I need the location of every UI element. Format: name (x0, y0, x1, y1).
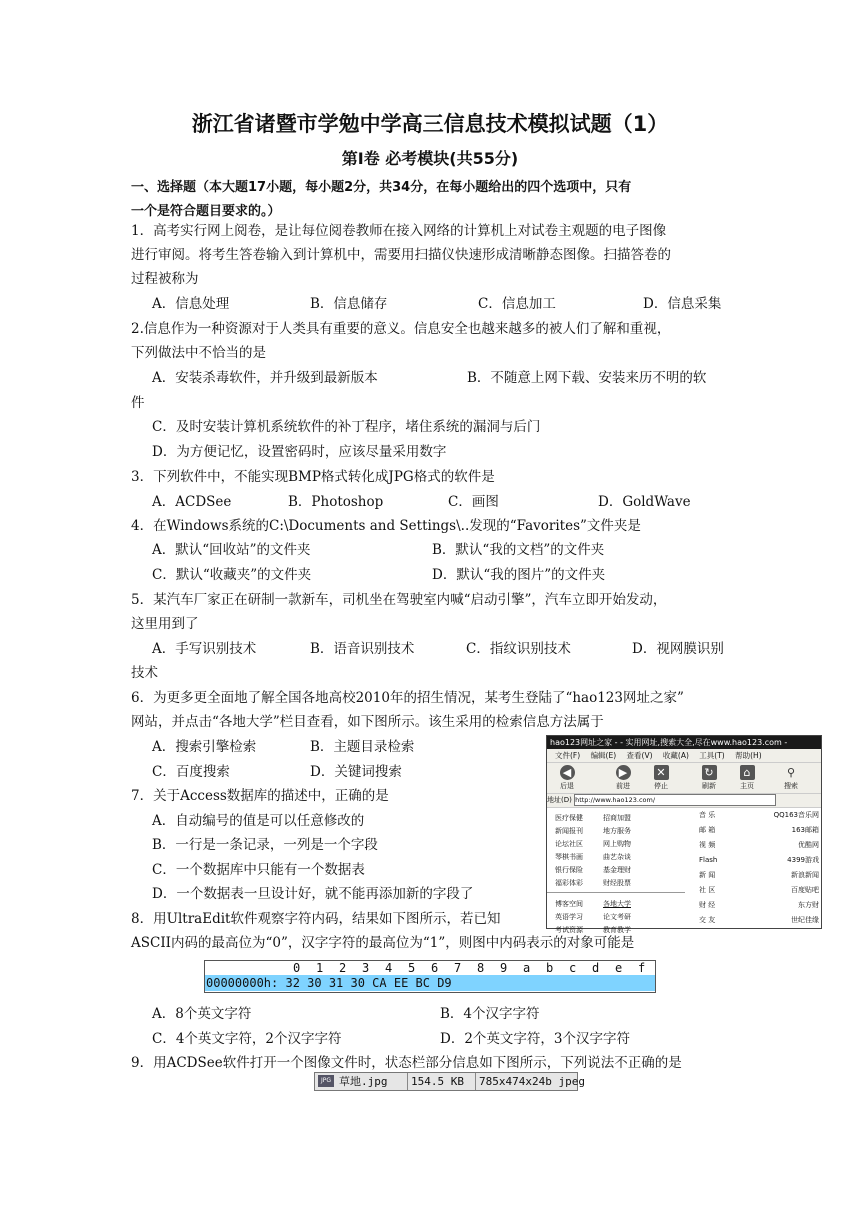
hex-column-header (205, 961, 655, 975)
q9-line1: 9．用ACDSee软件打开一个图像文件时，状态栏部分信息如下图所示，下列说法不正确的是 (131, 1055, 682, 1071)
link-item[interactable]: 世纪佳缘 (791, 916, 819, 924)
home-label: 主页 (740, 782, 754, 790)
back-button[interactable] (553, 765, 581, 791)
link-item-universities[interactable]: 各地大学 (603, 900, 631, 908)
link-item[interactable]: 地方服务 (603, 827, 631, 835)
q7-option-d: D．一个数据表一旦设计好，就不能再添加新的字段了 (152, 886, 474, 902)
address-bar (547, 794, 821, 808)
link-item[interactable]: 交 友 (699, 916, 716, 924)
address-input[interactable] (574, 794, 776, 806)
q4-option-b: B．默认“我的文档”的文件夹 (432, 542, 605, 558)
q2-option-b: B．不随意上网下载、安装来历不明的软 (467, 370, 707, 386)
link-item[interactable]: 新 闻 (699, 871, 716, 879)
hex-col: a (523, 961, 531, 975)
site-category-column (699, 808, 717, 928)
refresh-icon: ↻ (702, 765, 717, 780)
hex-col: 0 (293, 961, 301, 975)
link-item[interactable]: 考试资源 (555, 926, 583, 934)
q7-option-a: A．自动编号的值是可以任意修改的 (152, 813, 365, 829)
forward-label: 前进 (616, 782, 630, 790)
forward-button[interactable] (609, 765, 637, 791)
q5-line1: 5．某汽车厂家正在研制一款新车，司机坐在驾驶室内喊“启动引擎”，汽车立即开始发动， (131, 592, 667, 608)
hex-col: d (592, 961, 600, 975)
ultraedit-hex-view (204, 960, 656, 993)
menu-edit[interactable]: 编辑(E) (590, 751, 617, 760)
q1-line1: 1．高考实行网上阅卷，是让每位阅卷教师在接入网络的计算机上对试卷主观题的电子图像 (131, 223, 667, 239)
link-item[interactable]: 招商加盟 (603, 814, 631, 822)
q3-option-c: C．画图 (448, 494, 499, 510)
status-filesize: 154.5 KB (407, 1073, 464, 1090)
link-item[interactable]: 英语学习 (555, 913, 583, 921)
q2-option-b-cont: 件 (131, 395, 145, 411)
link-item[interactable]: 博客空间 (555, 900, 583, 908)
link-item[interactable]: 优酷网 (798, 841, 819, 849)
q6-option-d: D．关键词搜索 (310, 764, 402, 780)
q8-option-d: D．2个英文字符，3个汉字字符 (440, 1031, 631, 1047)
hex-data-row: 00000000h: 32 30 31 30 CA EE BC D9 (205, 975, 655, 991)
q8-line1: 8．用UltraEdit软件观察字符内码，结果如下图所示，若已知 (131, 911, 501, 927)
link-item[interactable]: 银行保险 (555, 866, 583, 874)
search-button[interactable] (777, 765, 805, 791)
link-item[interactable]: 163邮箱 (791, 826, 819, 834)
forward-arrow-icon: ▶ (616, 765, 631, 780)
menu-help[interactable]: 帮助(H) (735, 751, 762, 760)
hex-col: 1 (316, 961, 324, 975)
category-column-1 (555, 812, 583, 890)
link-item[interactable]: 论坛社区 (555, 840, 583, 848)
menu-file[interactable]: 文件(F) (555, 751, 581, 760)
q8-option-a: A．8个英文字符 (152, 1006, 252, 1022)
stop-label: 停止 (654, 782, 668, 790)
q5-option-d: D．视网膜识别 (632, 641, 724, 657)
hex-col: 5 (408, 961, 416, 975)
refresh-button[interactable] (695, 765, 723, 791)
hex-col: 7 (454, 961, 462, 975)
q1-option-b: B．信息储存 (310, 296, 388, 312)
address-label: 地址(D) (547, 796, 572, 804)
q4-option-c: C．默认“收藏夹”的文件夹 (152, 567, 312, 583)
url-text: http://www.hao123.com/ (575, 796, 656, 804)
q1-option-a: A．信息处理 (152, 296, 230, 312)
link-item[interactable]: 财经股票 (603, 879, 631, 887)
q2-option-d: D．为方便记忆，设置密码时，应该尽量采用数字 (152, 444, 447, 460)
link-item[interactable]: QQ163音乐网 (773, 811, 819, 819)
link-item[interactable]: 百度贴吧 (791, 886, 819, 894)
stop-button[interactable] (647, 765, 675, 791)
link-item[interactable]: 曲艺杂谈 (603, 853, 631, 861)
home-button[interactable] (733, 765, 761, 791)
link-item[interactable]: 基金理财 (603, 866, 631, 874)
q7-option-c: C．一个数据库中只能有一个数据表 (152, 862, 365, 878)
hex-col: 8 (477, 961, 485, 975)
q5-option-c: C．指纹识别技术 (466, 641, 571, 657)
category-column-1b (555, 898, 583, 937)
jpeg-file-icon: JPG (318, 1075, 334, 1087)
home-icon: ⌂ (740, 765, 755, 780)
back-label: 后退 (560, 782, 574, 790)
q5-line2: 这里用到了 (131, 616, 199, 632)
q6-option-c: C．百度搜索 (152, 764, 230, 780)
link-item[interactable]: 福彩体彩 (555, 879, 583, 887)
q2-line1: 2.信息作为一种资源对于人类具有重要的意义。信息安全也越来越多的被人们了解和重视， (131, 321, 671, 337)
site-link-column (761, 808, 819, 928)
hex-col: c (569, 961, 577, 975)
hex-col: 3 (362, 961, 370, 975)
link-item[interactable]: 琴棋书画 (555, 853, 583, 861)
page-title: 浙江省诸暨市学勉中学高三信息技术模拟试题（1） (191, 112, 669, 136)
q6-line1: 6．为更多更全面地了解全国各地高校2010年的招生情况，某考生登陆了“hao123网址之家” (131, 690, 684, 706)
q2-line2: 下列做法中不恰当的是 (131, 345, 266, 361)
link-item[interactable]: 医疗保健 (555, 814, 583, 822)
hex-col: b (546, 961, 554, 975)
q4-option-a: A．默认“回收站”的文件夹 (152, 542, 311, 558)
q3-line1: 3．下列软件中，不能实现BMP格式转化成JPG格式的软件是 (131, 469, 495, 485)
browser-content (547, 808, 821, 934)
link-item[interactable]: 社 区 (699, 886, 716, 894)
search-icon: ⚲ (786, 766, 796, 779)
acdsee-status-bar (314, 1072, 585, 1091)
q8-option-c: C．4个英文字符，2个汉字字符 (152, 1031, 342, 1047)
q5-option-b: B．语音识别技术 (310, 641, 415, 657)
menu-favorites[interactable]: 收藏(A) (662, 751, 689, 760)
browser-toolbar (547, 762, 821, 794)
browser-menu-bar (547, 749, 821, 762)
q7-option-b: B．一行是一条记录，一列是一个字段 (152, 837, 378, 853)
search-label: 搜索 (784, 782, 798, 790)
q1-option-c: C．信息加工 (478, 296, 556, 312)
q1-option-d: D．信息采集 (643, 296, 722, 312)
q5-option-a: A．手写识别技术 (152, 641, 257, 657)
hao123-browser-screenshot (546, 735, 822, 934)
q3-option-a: A．ACDSee (152, 494, 232, 510)
q2-option-c: C．及时安装计算机系统软件的补丁程序，堵住系统的漏洞与后门 (152, 419, 541, 435)
q4-option-d: D．默认“我的图片”的文件夹 (432, 567, 606, 583)
link-item[interactable]: 邮 箱 (699, 826, 716, 834)
link-item[interactable]: 教育教学 (603, 926, 631, 934)
link-item[interactable]: 新闻报刊 (555, 827, 583, 835)
q4-line1: 4．在Windows系统的C:\Documents and Settings\..发现的“Favorites”文件夹是 (131, 518, 641, 534)
q1-line2: 进行审阅。将考生答卷输入到计算机中，需要用扫描仪快速形成清晰静态图像。扫描答卷的 (131, 247, 671, 263)
q3-option-b: B．Photoshop (288, 494, 384, 510)
q3-option-d: D．GoldWave (598, 494, 691, 510)
q6-option-a: A．搜索引擎检索 (152, 739, 257, 755)
hex-col: 6 (431, 961, 439, 975)
q5-option-d-cont: 技术 (131, 665, 158, 681)
refresh-label: 刷新 (702, 782, 716, 790)
q6-line2: 网站，并点击“各地大学”栏目查看，如下图所示。该生采用的检索信息方法属于 (131, 714, 604, 730)
link-item[interactable]: 4399游戏 (787, 856, 819, 864)
category-column-2 (603, 812, 631, 890)
link-item[interactable]: Flash (699, 856, 718, 864)
hex-col: 2 (339, 961, 347, 975)
q1-line3: 过程被称为 (131, 271, 199, 287)
hex-col: f (638, 961, 646, 975)
link-item[interactable]: 音 乐 (699, 811, 716, 819)
back-arrow-icon: ◀ (560, 765, 575, 780)
section-heading-line1: 一、选择题（本大题17小题，每小题2分，共34分，在每小题给出的四个选项中，只有 (131, 180, 632, 195)
link-item[interactable]: 视 频 (699, 841, 716, 849)
link-item[interactable]: 东方财 (798, 901, 819, 909)
page-subtitle: 第Ⅰ卷 必考模块(共55分) (341, 149, 519, 168)
q2-option-a: A．安装杀毒软件，并升级到最新版本 (152, 370, 378, 386)
hex-col: e (615, 961, 623, 975)
q8-option-b: B．4个汉字字符 (440, 1006, 540, 1022)
category-column-2b (603, 898, 631, 937)
q6-option-b: B．主题目录检索 (310, 739, 415, 755)
browser-title-bar: hao123网址之家 - - 实用网址,搜索大全,尽在www.hao123.com - (547, 736, 821, 749)
link-item[interactable]: 财 经 (699, 901, 716, 909)
link-item[interactable]: 论文考研 (603, 913, 631, 921)
link-item[interactable]: 网上购物 (603, 840, 631, 848)
q8-line2: ASCII内码的最高位为“0”，汉字字符的最高位为“1”，则图中内码表示的对象可能是 (131, 935, 635, 951)
q7-line1: 7．关于Access数据库的描述中，正确的是 (131, 788, 389, 804)
link-item[interactable]: 新浪新闻 (791, 871, 819, 879)
section-heading-line2: 一个是符合题目要求的。） (131, 204, 281, 219)
menu-tools[interactable]: 工具(T) (699, 751, 725, 760)
content-divider (547, 892, 685, 893)
hex-col: 4 (385, 961, 393, 975)
hex-col: 9 (500, 961, 508, 975)
status-dimensions: 785x474x24b jpeg (475, 1073, 585, 1090)
menu-view[interactable]: 查看(V) (626, 751, 653, 760)
stop-icon: ✕ (654, 765, 669, 780)
status-filename: 草地.jpg (339, 1075, 388, 1088)
